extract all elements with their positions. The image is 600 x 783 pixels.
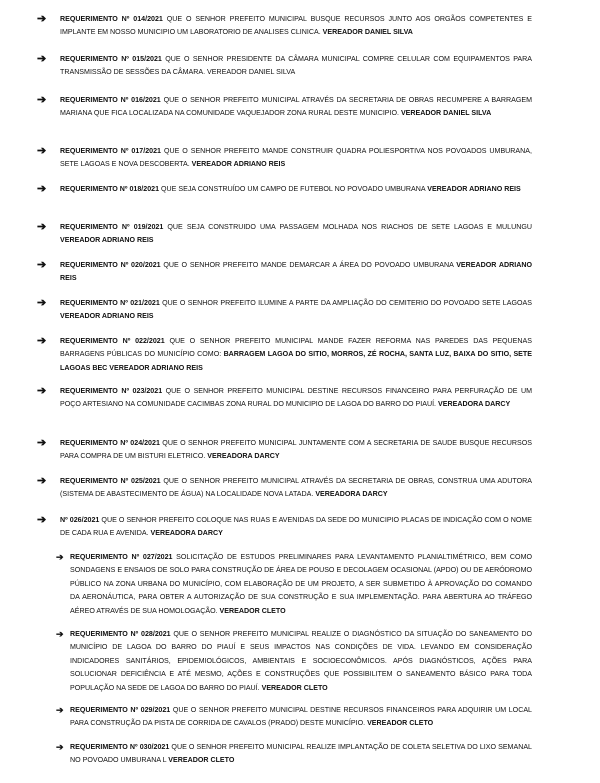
- arrow-bullet-icon: ➔: [37, 297, 47, 309]
- requerimento-text: SOLICITAÇÃO DE ESTUDOS PRELIMINARES PARA LEVANTAMENTO PLANIALTIMÉTRICO, BEM COMO SONDAGENS E ENSAIOS DE SOLO PARA CONSTRUÇÃO DE ÁREA DE POUSO E DECOLAGEM OCASIONAL (APDO) OU DE AERÓDROMO PÚBLICO NA ZONA URBANA DO MUNICÍPIO, COM ELABORAÇÃO DE UM PROJETO, A SER SUBMETIDO À APROVAÇÃO DO COMANDO DA AERONÁUTICA, PARA OBTER A AUTORIZAÇÃO DE SUA CONSTRUÇÃO E SUA IMPLEMENTAÇÃO. PARA ABERTURA AO TRÁFEGO AÉREO ATRAVÉS DE SUA HOMOLOGAÇÃO.: [70, 553, 532, 615]
- requerimento-item: [37, 297, 532, 324]
- requerimento-number: REQUERIMENTO Nº 024/2021: [60, 439, 160, 447]
- arrow-bullet-icon: ➔: [37, 53, 47, 65]
- arrow-bullet-icon: ➔: [37, 437, 47, 449]
- requerimento-text: QUE O SENHOR PREFEITO MANDE CONSTRUIR QUADRA POLIESPORTIVA NOS POVOADOS UMBURANA, SETE LAGOAS E NOVA DESCOBERTA.: [60, 147, 532, 169]
- arrow-bullet-icon: ➔: [56, 705, 64, 715]
- requerimento-item: [37, 53, 532, 80]
- requerimento-text: QUE O SENHOR PREFEITO MUNICIPAL BUSQUE RECURSOS JUNTO AOS ORGÃOS COMPETENTES E IMPLANTE EM NOSSO MUNICIPIO UM LABORATORIO DE ANALISES CLINICA.: [60, 15, 532, 37]
- arrow-bullet-icon: ➔: [56, 742, 64, 752]
- requerimento-item: [37, 475, 532, 502]
- requerimento-number: REQUERIMENTO Nº 017/2021: [60, 147, 161, 155]
- requerimento-number: REQUERIMENTO Nº 019/2021: [60, 223, 164, 231]
- requerimento-text: QUE O SENHOR PRESIDENTE DA CÂMARA MUNICIPAL COMPRE CELULAR COM EQUIPAMENTOS PARA TRANSMISSÃO DE SESSÕES DA CÂMARA.: [60, 55, 532, 77]
- requerimento-text: QUE O SENHOR PREFEITO MUNICIPAL REALIZE IMPLANTAÇÃO DE COLETA SELETIVA DO LIXO SEMANAL NO POVOADO UMBURANA L: [70, 743, 532, 765]
- arrow-bullet-icon: ➔: [37, 13, 47, 25]
- requerimento-number: REQUERIMENTO Nº 016/2021: [60, 96, 161, 104]
- arrow-bullet-icon: ➔: [37, 514, 47, 526]
- vereador-name: VEREADOR CLETO: [168, 756, 235, 765]
- requerimento-number: REQUERIMENTO Nº 025/2021: [60, 477, 161, 485]
- requerimento-text: QUE O SENHOR PREFEITO COLOQUE NAS RUAS E AVENIDAS DA SEDE DO MUNICIPIO PLACAS DE INDICAÇÃO COM O NOME DE CADA RUA E AVENIDA.: [60, 516, 532, 538]
- requerimento-item: [37, 183, 532, 196]
- requerimento-item: [37, 335, 532, 375]
- vereador-name: BARRAGEM LAGOA DO SITIO, MORROS, ZÉ ROCHA, SANTA LUZ, BAIXA DO SITIO, SETE LAGOAS BEC VEREADOR ADRIANO REIS: [60, 350, 532, 372]
- requerimento-item: [37, 514, 532, 541]
- requerimento-item: [37, 145, 532, 172]
- requerimento-item: [56, 704, 532, 731]
- vereador-name: VEREADOR DANIEL SILVA: [400, 109, 492, 118]
- requerimento-text: QUE O SENHOR PREFEITO MUNICIPAL JUNTAMENTE COM A SECRETARIA DE SAUDE BUSQUE RECURSOS PARA COMPRA DE UM BISTURI ELETRICO.: [60, 439, 532, 461]
- vereador-name: VEREADOR ADRIANO REIS: [60, 312, 154, 321]
- requerimento-text: QUE SEJA CONSTRUIDO UMA PASSAGEM MOLHADA NOS RIACHOS DE SETE LAGOAS E MULUNGU: [163, 223, 532, 231]
- requerimento-number: REQUERIMENTO Nº 023/2021: [60, 387, 163, 395]
- arrow-bullet-icon: ➔: [56, 629, 64, 639]
- requerimento-text: QUE O SENHOR PREFEITO MUNICIPAL DESTINE RECURSOS FINANCEIRO PARA PERFURAÇÃO DE UM POÇO ARTESIANO NA COMUNIDADE CACIMBAS ZONA RURAL DO MUNICIPIO DE LAGOA DO BARRO DO PIAUÍ.: [60, 387, 532, 409]
- requerimento-item: [37, 221, 532, 248]
- requerimento-item: [37, 385, 532, 412]
- requerimento-text: QUE O SENHOR PREFEITO ILUMINE A PARTE DA AMPLIAÇÃO DO CEMITERIO DO POVOADO SETE LAGOAS: [159, 299, 532, 307]
- requerimento-text: QUE O SENHOR PREFEITO MANDE DEMARCAR A ÁREA DO POVOADO UMBURANA: [160, 261, 457, 269]
- requerimento-text: QUE O SENHOR PREFEITO MUNICIPAL REALIZE O DIAGNÓSTICO DA SITUAÇÃO DO SANEAMENTO DO MUNICÍPIO DE LAGOA DO BARRO DO PIAUÍ E SEUS IMPACTOS NAS CONDIÇÕES DE VIDA. LEVANDO EM CONSIDERAÇÃO INDICADORES SANITÁRIOS, EPIDEMIOLÓGICOS, AMBIENTAIS E SOCIOECONÔMICOS. APÓS DIAGNÓSTICOS, AÇÕES PARA SOLUCIONAR DEFICIÊNCIA E ATÉ MESMO, AÇÕES E CONSTRUÇÕES QUE POSSIBILITEM O SANEAMENTO BÁSICO PARA TODA POPULAÇÃO NA SEDE DE LAGOA DO BARRO DO PIAUÍ.: [70, 630, 532, 692]
- vereador-name: VEREADOR ADRIANO REIS: [427, 185, 521, 193]
- vereador-name: VEREADOR ADRIANO REIS: [191, 160, 286, 169]
- arrow-bullet-icon: ➔: [37, 221, 47, 233]
- requerimento-item: [56, 551, 532, 618]
- requerimento-number: REQUERIMENTO Nº 028/2021: [70, 630, 171, 638]
- arrow-bullet-icon: ➔: [37, 145, 47, 157]
- vereador-name: VEREADOR ADRIANO REIS: [60, 261, 532, 283]
- vereador-name: VEREADOR CLETO: [367, 719, 434, 728]
- requerimento-number: REQUERIMENTO Nº 027/2021: [70, 553, 173, 561]
- requerimento-number: REQUERIMENTO Nº 021/2021: [60, 299, 160, 307]
- vereador-name: VEREADOR CLETO: [219, 606, 286, 615]
- requerimento-item: [56, 741, 532, 768]
- requerimento-text: QUE SEJA CONSTRUÍDO UM CAMPO DE FUTEBOL NO POVOADO UMBURANA: [159, 185, 428, 193]
- vereador-name: VEREADORA DARCY: [150, 529, 223, 538]
- requerimento-number: REQUERIMENTO Nº 020/2021: [60, 261, 161, 269]
- requerimento-number: REQUERIMENTO Nº 029/2021: [70, 706, 171, 714]
- requerimento-number: REQUERIMENTO Nº 015/2021: [60, 55, 162, 63]
- requerimento-number: REQUERIMENTO Nº 030/2021: [70, 743, 170, 751]
- requerimento-item: [37, 94, 532, 121]
- arrow-bullet-icon: ➔: [37, 475, 47, 487]
- arrow-bullet-icon: ➔: [56, 552, 64, 562]
- requerimento-item: [37, 437, 532, 464]
- vereador-name: VEREADOR ADRIANO REIS: [60, 236, 154, 245]
- requerimento-item: [37, 13, 532, 40]
- vereador-name: VEREADOR DANIEL SILVA: [207, 68, 296, 77]
- requerimento-text: QUE O SENHOR PREFEITO MUNICIPAL ATRAVÉS DA SECRETARIA DE OBRAS, CONSTRUA UMA ADUTORA (SISTEMA DE ABASTECIMENTO DE ÁGUA) NA LOCALIDADE NOVA LATADA.: [60, 477, 532, 499]
- requerimento-item: [37, 259, 532, 286]
- arrow-bullet-icon: ➔: [37, 385, 47, 397]
- arrow-bullet-icon: ➔: [37, 183, 47, 195]
- requerimento-number: REQUERIMENTO Nº 014/2021: [60, 15, 163, 23]
- vereador-name: VEREADORA DARCY: [438, 400, 511, 409]
- requerimento-text: QUE O SENHOR PREFEITO MUNICIPAL MANDE FAZER REFORMA NAS PAREDES DAS PEQUENAS BARRAGENS PÚBLICAS DO MUNICÍPIO COMO:: [60, 337, 532, 359]
- arrow-bullet-icon: ➔: [37, 335, 47, 347]
- requerimento-number: REQUERIMENTO Nº 022/2021: [60, 337, 165, 345]
- requerimento-number: REQUERIMENTO Nº 018/2021: [60, 185, 160, 193]
- arrow-bullet-icon: ➔: [37, 94, 47, 106]
- vereador-name: VEREADORA DARCY: [315, 490, 388, 499]
- vereador-name: VEREADORA DARCY: [207, 452, 280, 461]
- requerimento-text: QUE O SENHOR PREFEITO MUNICIPAL ATRAVÉS DA SECRETARIA DE OBRAS RECUMPERE A BARRAGEM MARIANA QUE FICA LOCALIZADA NA COMUNIDADE VAQUEJADOR ZONA RURAL DESTE MUNICIPIO.: [60, 96, 532, 118]
- requerimento-text: QUE O SENHOR PREFEITO MUNICIPAL DESTINE RECURSOS FINANCEIROS PARA ADQUIRIR UM LOCAL PARA CONSTRUÇÃO DA PISTA DE CORRIDA DE CAVALOS (PRADO) DESTE MUNICÍPIO.: [70, 706, 532, 728]
- vereador-name: VEREADOR DANIEL SILVA: [322, 28, 413, 37]
- arrow-bullet-icon: ➔: [37, 259, 47, 271]
- vereador-name: VEREADOR CLETO: [261, 683, 328, 692]
- requerimento-number: Nº 026/2021: [60, 516, 100, 524]
- requerimento-item: [56, 628, 532, 695]
